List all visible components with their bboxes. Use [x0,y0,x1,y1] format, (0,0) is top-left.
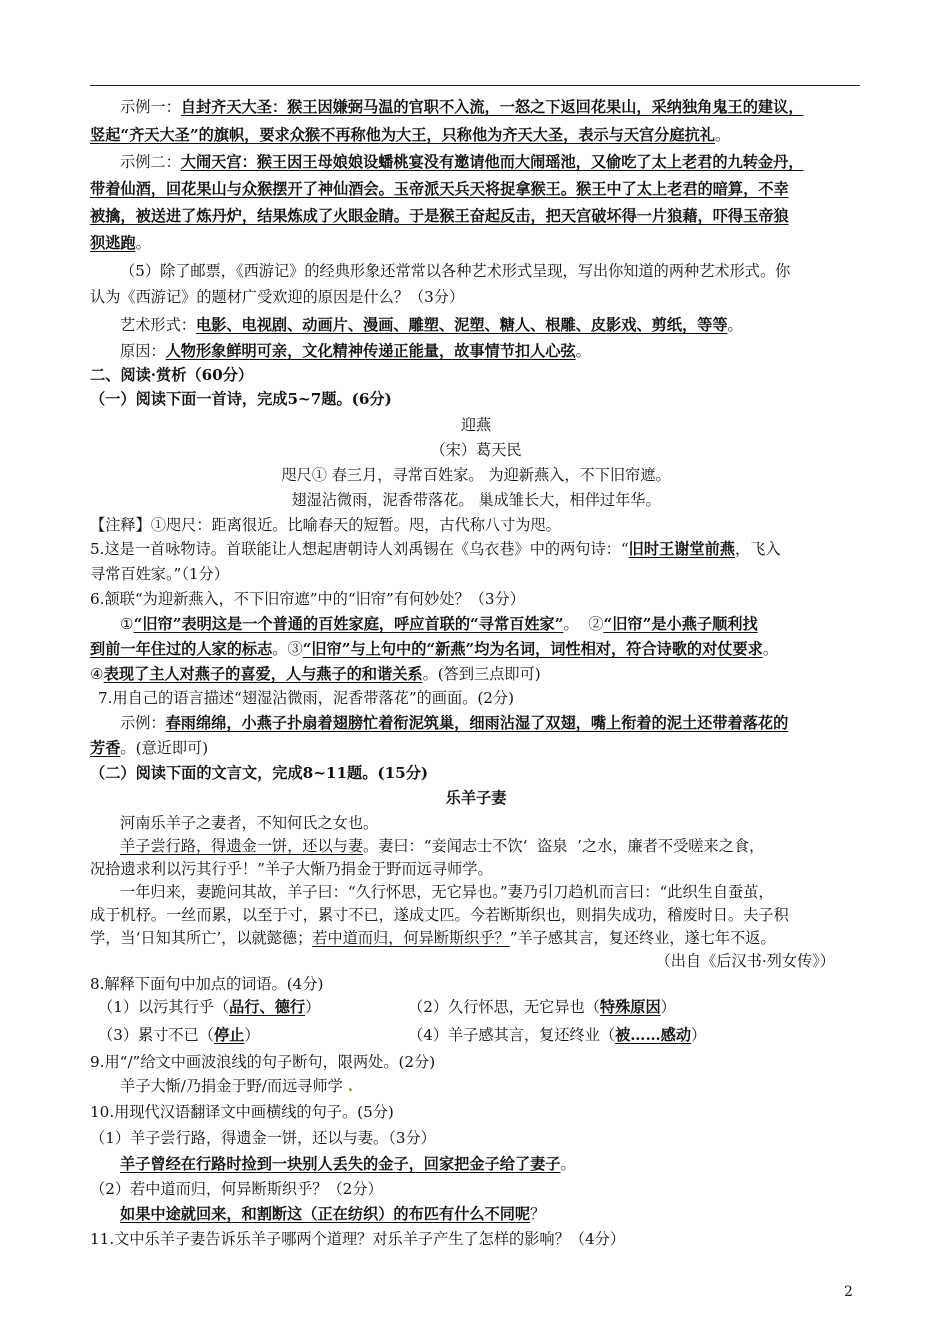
question-text: 6.颔联“为迎新燕入，不下旧帘遮”中的“旧帘”有何妙处？（3分） [90,590,525,608]
section-heading: （一）阅读下面一首诗，完成5~7题。(6分) [90,390,392,408]
answer-line: 原因：人物形象鲜明可亲，文化精神传递正能量，故事情节扣人心弦。 [120,342,591,360]
answer-line: 到前一年住过的人家的标志。③“旧帘”与上句中的“新燕”均为名词，词性相对，符合诗歌的对仗要求。 [90,640,779,658]
text-line: 带着仙酒，回花果山与众猴摆开了神仙酒会。玉帝派天兵天将捉拿猴王。猴王中了太上老君的暗算，不幸 [90,180,789,198]
question-text: 寻常百姓家。”（1分） [90,565,229,583]
answer-line: 艺术形式：电影、电视剧、动画片、漫画、雕塑、泥塑、糖人、根雕、皮影戏、剪纸，等等。 [120,316,743,334]
question-text: （5）除了邮票，《西游记》的经典形象还常常以各种艺术形式呈现，写出你知道的两种艺术形式。你 [120,262,791,280]
answer-line: 示例：春雨绵绵，小燕子扑扇着翅膀忙着衔泥筑巢，细雨沾湿了双翅，嘴上衔着的泥土还带着落花的 [120,714,789,732]
text-line: 狈逃跑。 [90,234,151,252]
question-text: 8.解释下面句中加点的词语。(4分) [90,975,324,993]
section-heading: 二、阅读·赏析（60分） [90,366,254,384]
passage-source: （出自《后汉书·列女传》） [655,952,835,970]
answer-item: （3）累寸不已（停止） [98,1026,260,1044]
answer-line: ①“旧帘”表明这是一个普通的百姓家庭，呼应首联的“寻常百姓家”。 ②“旧帘”是小燕子顺利找 [120,615,758,633]
text-line: 被擒，被送进了炼丹炉，结果炼成了火眼金睛。于是猴王奋起反击，把天宫破坏得一片狼藉，吓得玉帝狼 [90,207,789,225]
question-text: 认为《西游记》的题材广受欢迎的原因是什么？（3分） [90,288,465,306]
passage-title: 乐羊子妻 [445,789,507,807]
page-number: 2 [844,1284,853,1300]
text-line: 竖起“齐天大圣”的旗帜，要求众猴不再称他为大王，只称他为齐天大圣，表示与天宫分庭抗礼。 [90,126,731,144]
passage-line: 羊子尝行路，得遗金一饼，还以与妻。妻曰：“妾闻志士不饮‘ 盗泉 ’之水，廉者不受嗟来之食， [120,837,765,855]
answer-line: 芳香。(意近即可) [90,739,209,757]
passage-line: 况拾遗求利以污其行乎！”羊子大惭乃捐金于野而远寻师学。 [90,860,493,878]
answer-item: （4）羊子感其言，复还终业（被……感动） [408,1026,707,1044]
answer-line: 羊子大惭/乃捐金于野/而远寻师学 . [120,1077,353,1095]
answer-line: 如果中途就回来，和割断这（正在纺织）的布匹有什么不同呢？ [120,1205,546,1223]
question-text: （2）若中道而归，何异断斯织乎？（2分） [90,1180,383,1198]
passage-line: 成于机杼。一丝而累，以至于寸，累寸不已，遂成丈匹。今若断斯织也，则捐失成功，稽废时日。夫子积 [90,906,789,924]
poem-author: （宋）葛天民 [430,441,522,459]
poem-line: 翅湿沾微雨，泥香带落花。 巢成雏长大，相伴过年华。 [291,491,661,509]
text-line: 示例二：大闹天宫：猴王因王母娘娘设蟠桃宴没有邀请他而大闹瑶池，又偷吃了太上老君的九转金丹， [120,153,804,171]
passage-line: 学，当‘日知其所亡’，以就懿德；若中道而归，何异断斯织乎？”羊子感其言，复还终业，遂七年不返。 [90,929,776,947]
question-text: （1）羊子尝行路，得遗金一饼，还以与妻。（3分） [90,1129,436,1147]
poem-title: 迎燕 [460,416,492,434]
text-line: 示例一：自封齐天大圣：猴王因嫌弼马温的官职不入流，一怒之下返回花果山，采纳独角鬼王的建议， [120,98,804,116]
question-text: 11.文中乐羊子妻告诉乐羊子哪两个道理？对乐羊子产生了怎样的影响？（4分） [90,1230,626,1248]
answer-item: （1）以污其行乎（品行、德行） [98,998,321,1016]
question-text: 10.用现代汉语翻译文中画横线的句子。(5分) [90,1103,394,1121]
header-rule [90,85,860,86]
section-heading: （二）阅读下面的文言文，完成8~11题。(15分) [90,764,429,782]
question-text: 5.这是一首咏物诗。首联能让人想起唐朝诗人刘禹锡在《乌衣巷》中的两句诗：“旧时王谢堂前燕，飞入 [90,540,781,558]
answer-line: ④表现了主人对燕子的喜爱，人与燕子的和谐关系。(答到三点即可) [90,665,541,683]
question-text: 9.用“/”给文中画波浪线的句子断句，限两处。(2分) [90,1053,436,1071]
passage-line: 河南乐羊子之妻者，不知何氏之女也。 [120,814,379,832]
answer-item: （2）久行怀思，无它异也（特殊原因） [408,998,676,1016]
annotation: 【注释】①咫尺：距离很近。比喻春天的短暂。咫，古代称八寸为咫。 [90,516,561,534]
passage-line: 一年归来，妻跪问其故，羊子曰：“久行怀思，无它异也。”妻乃引刀趋机而言曰：“此织生自蚕茧， [120,883,774,901]
question-text: 7.用自己的语言描述“翅湿沾微雨，泥香带落花”的画面。(2分) [98,689,515,707]
poem-line: 咫尺① 春三月，寻常百姓家。 为迎新燕入，不下旧帘遮。 [281,466,671,484]
answer-line: 羊子曾经在行路时捡到一块别人丢失的金子，回家把金子给了妻子。 [120,1155,576,1173]
